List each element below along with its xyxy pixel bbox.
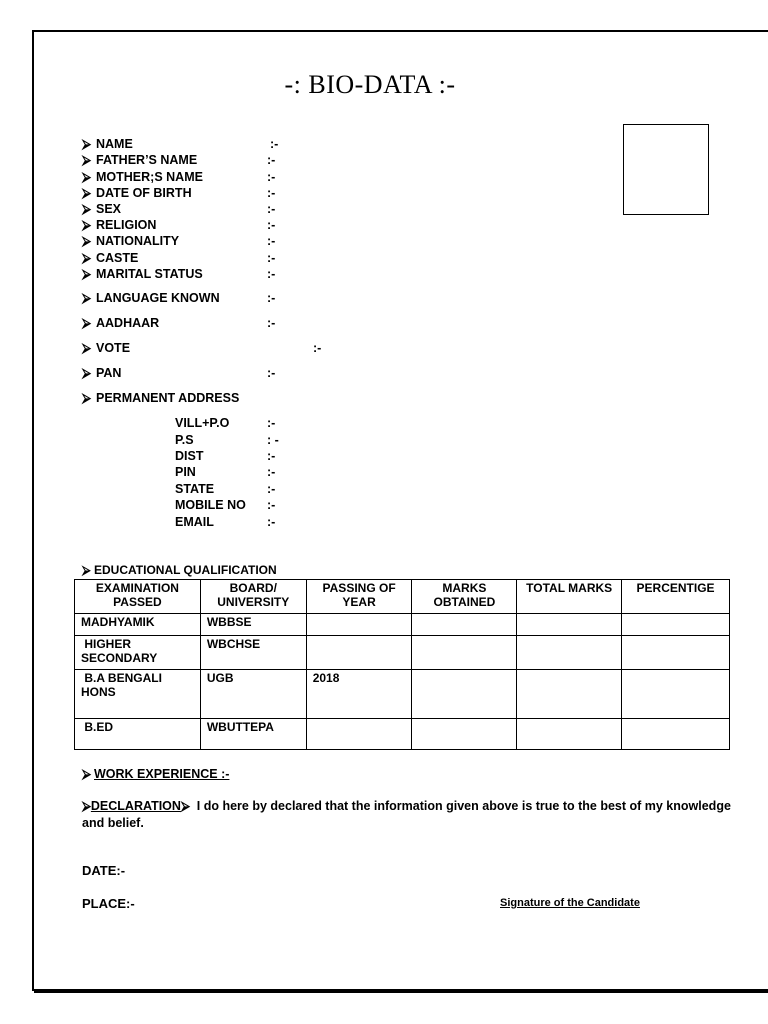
table-cell [412,636,517,670]
table-cell: HIGHER SECONDARY [75,636,201,670]
declaration-label: DECLARATION [90,799,181,813]
table-cell: 2018 [306,670,412,719]
table-cell [306,636,412,670]
table-header-row [75,580,730,614]
date-label: DATE:- [82,863,126,878]
column-header: PASSING OF YEAR [306,580,412,614]
photo-box [623,124,709,215]
table-cell [622,636,730,670]
field-separator: :- [267,170,276,184]
address-field-label: PIN [175,465,196,479]
table-cell [622,614,730,636]
field-separator: :- [313,341,322,355]
education-heading: ⮚ EDUCATIONAL QUALIFICATION [82,563,277,577]
column-header: TOTAL MARKS [517,580,622,614]
field-3 [82,186,192,201]
arrow-icon: ⮚ [82,366,91,380]
table-cell: B.A BENGALI HONS [75,670,201,719]
address-field-label: DIST [175,449,204,463]
signature-label: Signature of the Candidate [500,897,640,909]
field-5 [82,218,156,233]
table-row [75,636,730,670]
table-row [75,719,730,750]
arrow-icon: ⮚ [82,251,91,265]
column-header: EXAMINATION PASSED [75,580,201,614]
field-label: FATHER’S NAME [96,153,198,167]
table-cell [412,719,517,750]
declaration-text: I do here by declared that the information given above is true to the best of my knowledge and belief. [82,799,731,830]
table-cell [306,719,412,750]
arrow-icon: ⮚ [82,153,91,167]
arrow-icon: ⮚ [180,799,190,813]
address-field-separator: : - [267,433,279,447]
field-12 [82,366,121,381]
table-cell [306,614,412,636]
table-cell: MADHYAMIK [75,614,201,636]
field-label: RELIGION [96,218,157,232]
arrow-icon: ⮚ [82,186,91,200]
field-separator: :- [270,137,279,151]
education-table [74,579,730,750]
field-separator: :- [267,202,276,216]
table-cell: WBCHSE [200,636,306,670]
address-field-label: EMAIL [175,515,214,529]
column-header: BOARD/ UNIVERSITY [200,580,306,614]
field-separator: :- [267,316,276,330]
field-label: SEX [96,202,122,216]
table-cell [412,614,517,636]
table-cell [517,614,622,636]
field-6 [82,234,179,249]
table-cell: WBUTTEPA [200,719,306,750]
arrow-icon: ⮚ [82,316,91,330]
field-2 [82,170,203,185]
field-label: MARITAL STATUS [96,267,203,281]
table-cell: UGB [200,670,306,719]
arrow-icon: ⮚ [82,767,91,781]
address-field-separator: :- [267,515,276,529]
address-field-label: STATE [175,482,215,496]
field-label: PAN [96,366,122,380]
field-label: DATE OF BIRTH [96,186,192,200]
address-field-separator: :- [267,449,276,463]
field-9 [82,291,220,306]
arrow-icon: ⮚ [82,563,91,577]
address-field-separator: :- [267,416,276,430]
declaration [82,798,742,832]
field-separator: :- [267,267,276,281]
field-label: AADHAAR [96,316,160,330]
field-separator: :- [267,251,276,265]
arrow-icon: ⮚ [82,291,91,305]
table-cell [517,636,622,670]
address-field-label: VILL+P.O [175,416,230,430]
arrow-icon: ⮚ [82,267,91,281]
arrow-icon: ⮚ [82,234,91,248]
table-row [75,614,730,636]
field-separator: :- [267,291,276,305]
table-cell [517,719,622,750]
work-experience-heading: ⮚ WORK EXPERIENCE :- [82,767,230,781]
field-separator: :- [267,234,276,248]
arrow-icon: ⮚ [82,391,91,405]
place-label: PLACE:- [82,896,135,911]
table-cell [622,670,730,719]
field-1 [82,153,197,168]
page-title: -: BIO-DATA :- [284,70,456,99]
field-label: NAME [96,137,133,151]
arrow-icon: ⮚ [82,799,91,813]
table-cell [412,670,517,719]
column-header: PERCENTIGE [622,580,730,614]
field-separator: :- [267,153,276,167]
field-0 [82,137,133,152]
arrow-icon: ⮚ [82,137,91,151]
address-field-separator: :- [267,482,276,496]
field-10 [82,316,159,331]
table-cell: B.ED [75,719,201,750]
table-row [75,670,730,719]
field-7 [82,251,138,266]
field-8 [82,267,203,282]
arrow-icon: ⮚ [82,341,91,355]
permanent-address-heading: ⮚ PERMANENT ADDRESS [82,391,240,405]
arrow-icon: ⮚ [82,218,91,232]
column-header: MARKS OBTAINED [412,580,517,614]
field-label: CASTE [96,251,139,265]
field-separator: :- [267,218,276,232]
table-cell [517,670,622,719]
field-label: MOTHER;S NAME [96,170,203,184]
table-cell: WBBSE [200,614,306,636]
address-field-separator: :- [267,498,276,512]
arrow-icon: ⮚ [82,170,91,184]
field-label: VOTE [96,341,131,355]
field-separator: :- [267,186,276,200]
field-label: NATIONALITY [96,234,180,248]
field-11 [82,341,130,356]
table-cell [622,719,730,750]
address-field-label: P.S [175,433,194,447]
field-separator: :- [267,366,276,380]
address-field-label: MOBILE NO [175,498,246,512]
field-label: LANGUAGE KNOWN [96,291,220,305]
arrow-icon: ⮚ [82,202,91,216]
address-field-separator: :- [267,465,276,479]
field-4 [82,202,121,217]
